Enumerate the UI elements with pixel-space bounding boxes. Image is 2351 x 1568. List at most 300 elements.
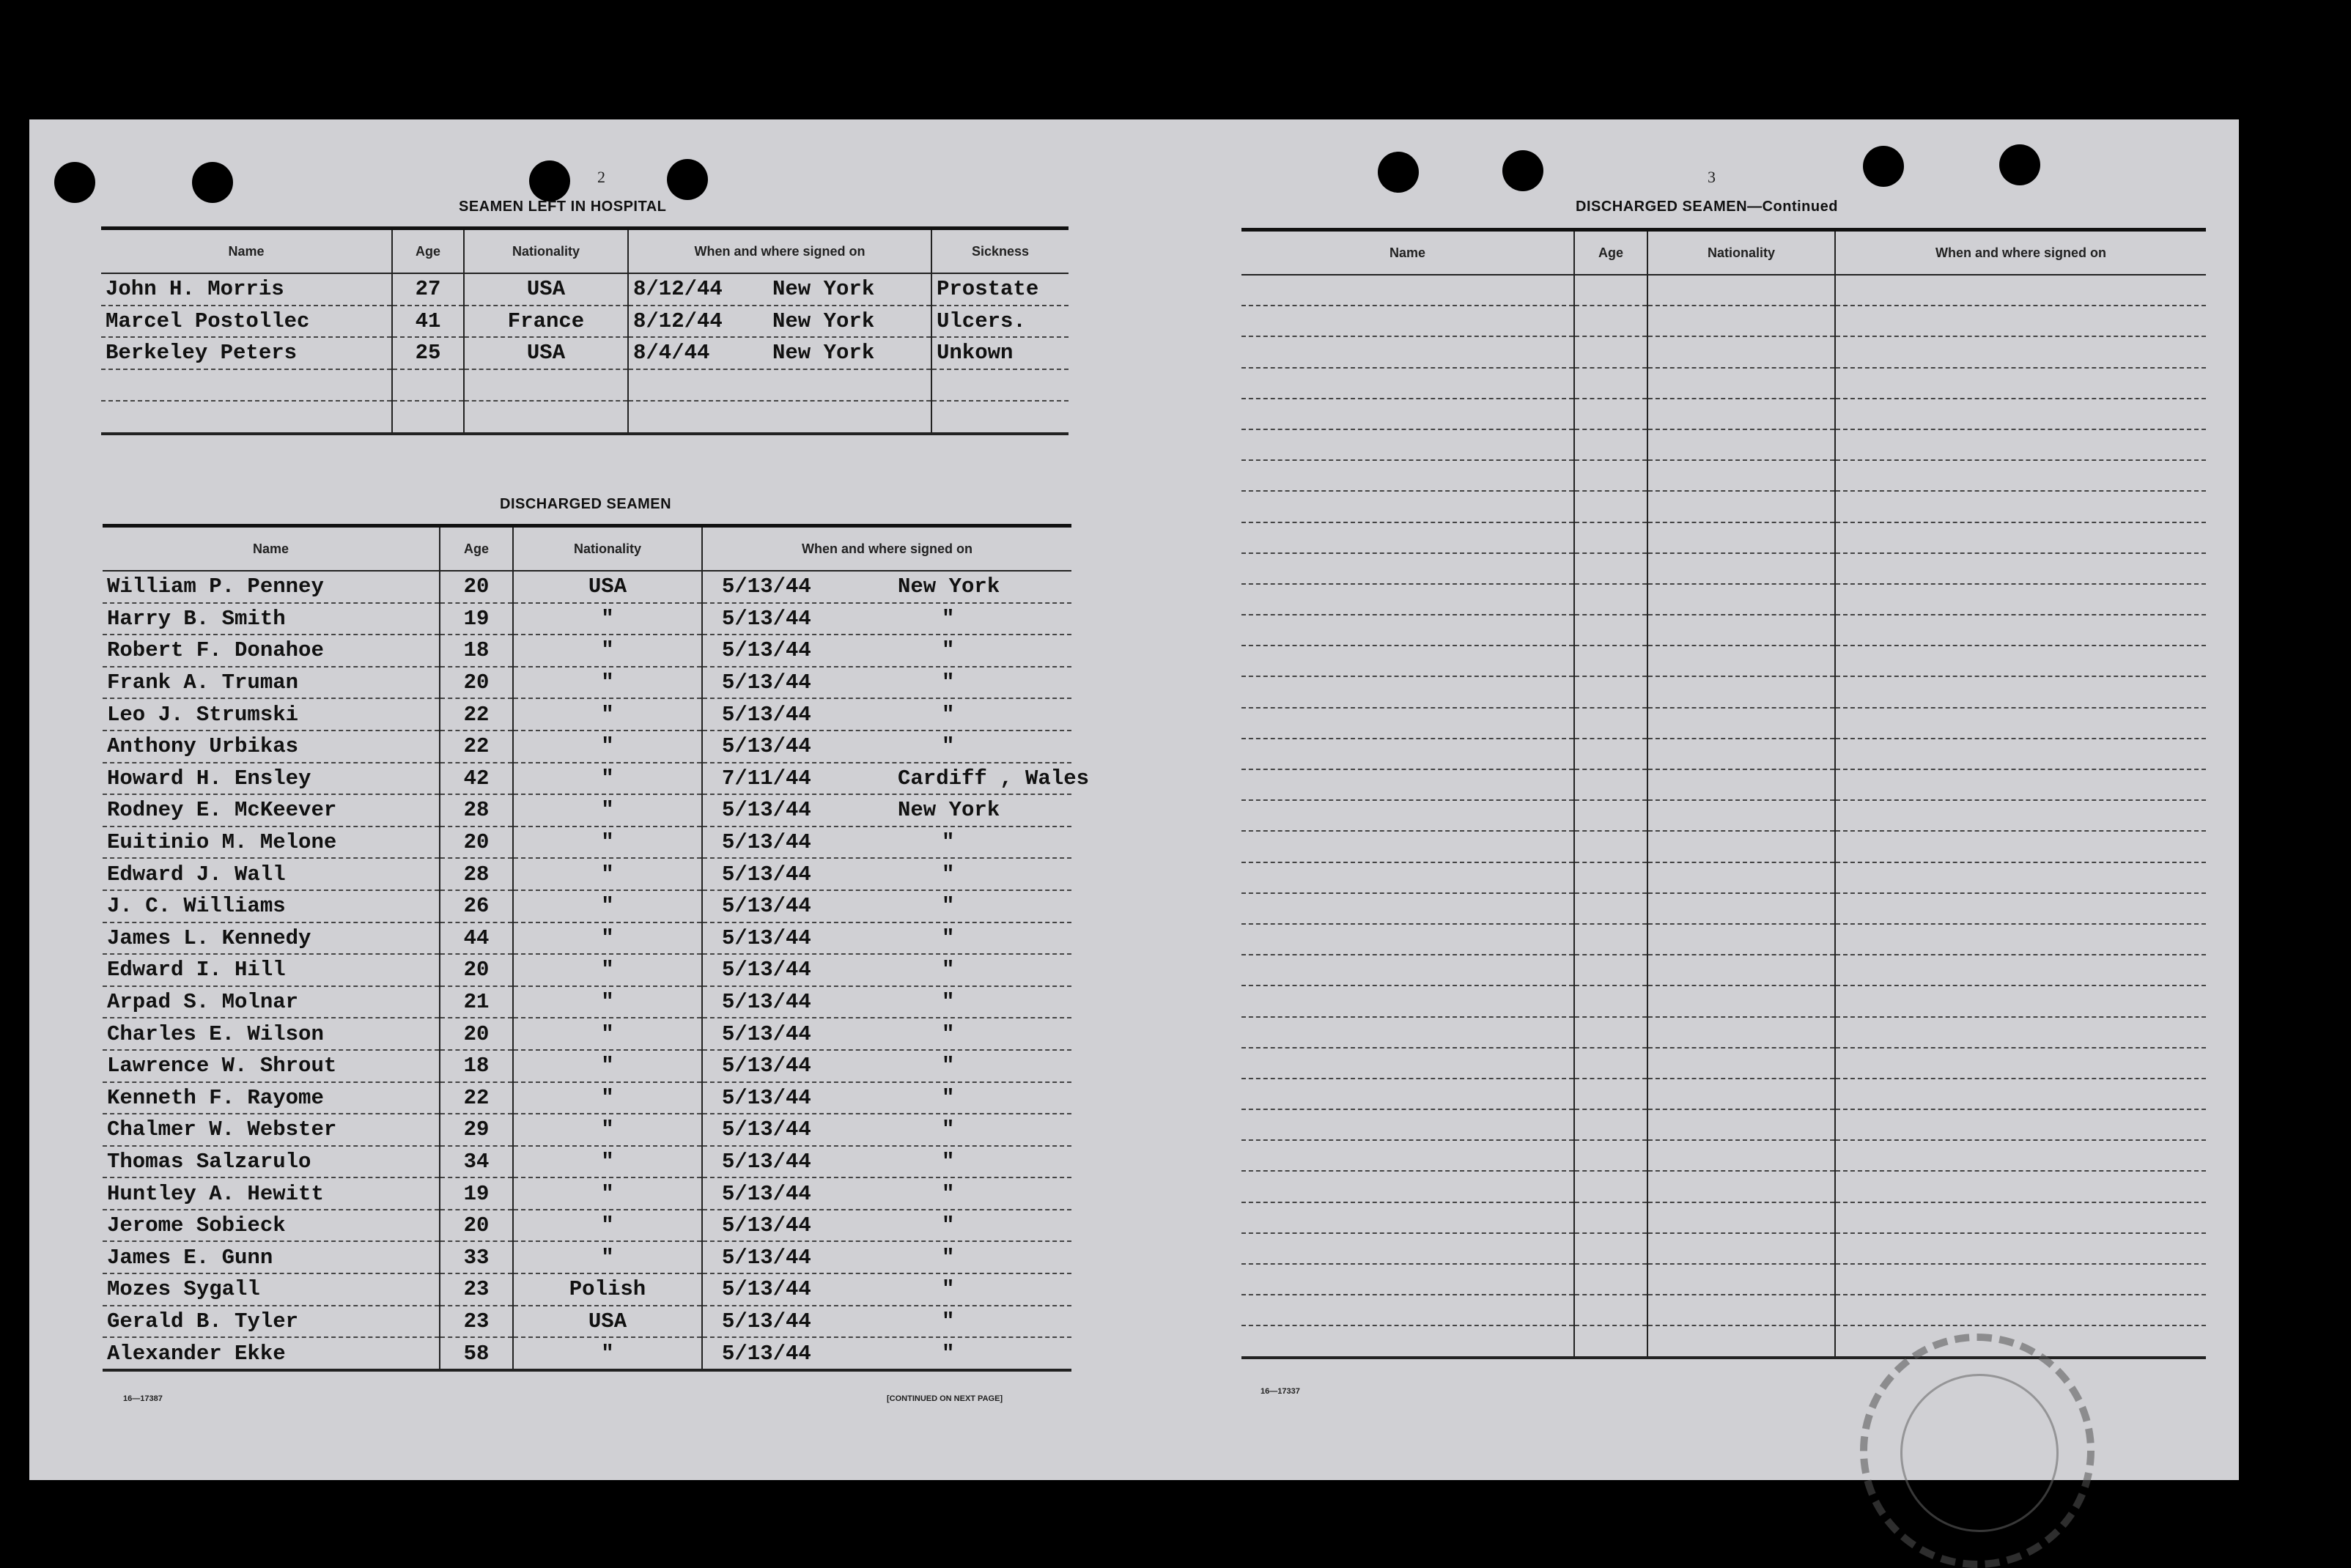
- empty-cell: [1835, 553, 2206, 584]
- nationality-cell: ": [513, 763, 702, 795]
- name-cell: Anthony Urbikas: [103, 731, 440, 763]
- empty-cell: [1835, 491, 2206, 522]
- empty-cell: [1241, 1233, 1574, 1264]
- empty-cell: [1835, 769, 2206, 800]
- name-cell: Frank A. Truman: [103, 667, 440, 699]
- empty-cell: [1574, 646, 1647, 676]
- signed-date: 7/11/44: [722, 766, 811, 791]
- empty-cell: [1574, 1140, 1647, 1171]
- age-cell: 22: [440, 731, 513, 763]
- signed-place: ": [942, 1149, 955, 1174]
- table-row: [103, 603, 1071, 635]
- nationality-cell: ": [513, 1337, 702, 1370]
- empty-cell: [1647, 1048, 1835, 1079]
- empty-cell: [1241, 862, 1574, 893]
- empty-row: [1241, 429, 2206, 460]
- continued-note: [CONTINUED ON NEXT PAGE]: [887, 1394, 1003, 1403]
- empty-cell: [1241, 306, 1574, 336]
- age-cell: 20: [440, 571, 513, 603]
- empty-cell: [1241, 584, 1574, 615]
- table-row: [103, 667, 1071, 699]
- empty-cell: [1647, 368, 1835, 399]
- empty-cell: [1835, 831, 2206, 862]
- table-row: [103, 826, 1071, 859]
- form-number: 16—17337: [1261, 1387, 1300, 1396]
- empty-row: [1241, 924, 2206, 955]
- empty-cell: [1241, 985, 1574, 1016]
- signed-on-cell: [702, 635, 1071, 667]
- empty-cell: [1574, 553, 1647, 584]
- empty-cell: [1574, 1109, 1647, 1140]
- empty-cell: [1574, 739, 1647, 769]
- empty-cell: [1574, 336, 1647, 367]
- empty-cell: [1241, 1325, 1574, 1357]
- empty-cell: [1835, 1264, 2206, 1295]
- age-cell: 22: [440, 698, 513, 731]
- column-header: Nationality: [513, 526, 702, 572]
- nationality-cell: ": [513, 603, 702, 635]
- signed-place: ": [942, 734, 955, 759]
- empty-cell: [1241, 615, 1574, 646]
- empty-cell: [1647, 676, 1835, 707]
- empty-cell: [1241, 769, 1574, 800]
- age-cell: 20: [440, 826, 513, 859]
- age-cell: 28: [440, 794, 513, 826]
- empty-row: [1241, 646, 2206, 676]
- empty-cell: [1835, 1140, 2206, 1171]
- nationality-cell: ": [513, 1018, 702, 1050]
- empty-cell: [1241, 924, 1574, 955]
- punch-hole: [1863, 146, 1904, 187]
- empty-cell: [1574, 955, 1647, 985]
- column-header: Sickness: [931, 229, 1069, 274]
- discharged-continued-table: [1241, 228, 2206, 1359]
- age-cell: 41: [392, 306, 464, 338]
- sickness-cell: [931, 401, 1069, 434]
- empty-cell: [1647, 275, 1835, 306]
- table-row: [103, 635, 1071, 667]
- empty-cell: [1835, 460, 2206, 491]
- form-number: 16—17387: [123, 1394, 163, 1403]
- empty-cell: [1835, 1017, 2206, 1048]
- empty-row: [1241, 1079, 2206, 1109]
- empty-cell: [1574, 584, 1647, 615]
- empty-cell: [1835, 955, 2206, 985]
- signed-on-cell: [702, 1177, 1071, 1210]
- empty-cell: [1647, 1295, 1835, 1325]
- nationality-cell: ": [513, 858, 702, 890]
- empty-row: [1241, 1295, 2206, 1325]
- signed-on-cell: [702, 954, 1071, 986]
- table-row: [103, 986, 1071, 1018]
- signed-place: ": [942, 1117, 955, 1142]
- signed-date: 5/13/44: [722, 990, 811, 1015]
- nationality-cell: USA: [464, 337, 628, 369]
- empty-cell: [1241, 275, 1574, 306]
- age-cell: 25: [392, 337, 464, 369]
- nationality-cell: ": [513, 1241, 702, 1273]
- empty-cell: [1241, 676, 1574, 707]
- empty-cell: [1241, 708, 1574, 739]
- empty-cell: [1647, 615, 1835, 646]
- signed-on-cell: [702, 731, 1071, 763]
- empty-cell: [1574, 1233, 1647, 1264]
- empty-row: [1241, 584, 2206, 615]
- signed-place: ": [942, 1309, 955, 1334]
- age-cell: 20: [440, 667, 513, 699]
- name-cell: Howard H. Ensley: [103, 763, 440, 795]
- signed-date: 8/12/44: [633, 308, 723, 333]
- empty-row: [1241, 1017, 2206, 1048]
- empty-cell: [1574, 1079, 1647, 1109]
- empty-cell: [1574, 769, 1647, 800]
- empty-cell: [1647, 460, 1835, 491]
- empty-cell: [1241, 831, 1574, 862]
- signed-place: New York: [772, 341, 875, 366]
- age-cell: 19: [440, 603, 513, 635]
- empty-row: [1241, 1233, 2206, 1264]
- empty-row: [1241, 1202, 2206, 1233]
- signed-place: ": [942, 1213, 955, 1238]
- nationality-cell: ": [513, 1210, 702, 1242]
- empty-row: [1241, 985, 2206, 1016]
- table-row: [101, 337, 1069, 369]
- signed-place: ": [942, 862, 955, 887]
- empty-cell: [1835, 862, 2206, 893]
- empty-cell: [1647, 1202, 1835, 1233]
- age-cell: 18: [440, 1050, 513, 1082]
- empty-cell: [1241, 1171, 1574, 1202]
- empty-row: [1241, 708, 2206, 739]
- empty-cell: [1241, 1140, 1574, 1171]
- table-row: [103, 1210, 1071, 1242]
- empty-cell: [1835, 800, 2206, 831]
- empty-cell: [1835, 615, 2206, 646]
- signed-on-cell: [702, 986, 1071, 1018]
- signed-date: 8/4/44: [633, 341, 710, 366]
- name-cell: Marcel Postollec: [101, 306, 392, 338]
- name-cell: Rodney E. McKeever: [103, 794, 440, 826]
- nationality-cell: ": [513, 698, 702, 731]
- empty-cell: [1647, 924, 1835, 955]
- empty-cell: [1241, 893, 1574, 924]
- punch-hole: [54, 162, 95, 203]
- empty-row: [1241, 336, 2206, 367]
- age-cell: 22: [440, 1082, 513, 1114]
- empty-cell: [1647, 985, 1835, 1016]
- empty-cell: [1647, 399, 1835, 429]
- nationality-cell: ": [513, 731, 702, 763]
- signed-on-cell: [702, 1306, 1071, 1338]
- signed-date: 5/13/44: [722, 862, 811, 887]
- hospital-table: [101, 226, 1069, 435]
- nationality-cell: USA: [513, 1306, 702, 1338]
- age-cell: 28: [440, 858, 513, 890]
- empty-row: [1241, 460, 2206, 491]
- punch-hole: [1999, 144, 2040, 185]
- empty-row: [1241, 553, 2206, 584]
- empty-cell: [1647, 1264, 1835, 1295]
- empty-cell: [1241, 336, 1574, 367]
- signed-place: ": [942, 925, 955, 950]
- empty-row: [1241, 399, 2206, 429]
- nationality-cell: [464, 369, 628, 402]
- empty-cell: [1647, 862, 1835, 893]
- age-cell: 19: [440, 1177, 513, 1210]
- empty-cell: [1647, 306, 1835, 336]
- empty-cell: [1241, 460, 1574, 491]
- signed-place: New York: [772, 308, 875, 333]
- empty-cell: [1241, 522, 1574, 553]
- empty-cell: [1647, 769, 1835, 800]
- table-row: [103, 890, 1071, 922]
- age-cell: 21: [440, 986, 513, 1018]
- empty-row: [1241, 1325, 2206, 1357]
- table-row: [103, 731, 1071, 763]
- age-cell: [392, 369, 464, 402]
- empty-cell: [1241, 739, 1574, 769]
- empty-cell: [1835, 1202, 2206, 1233]
- signed-on-cell: [702, 1114, 1071, 1146]
- signed-on-cell: [702, 763, 1090, 795]
- empty-row: [1241, 676, 2206, 707]
- empty-cell: [1241, 553, 1574, 584]
- empty-cell: [1647, 1233, 1835, 1264]
- empty-cell: [1835, 924, 2206, 955]
- empty-cell: [1835, 1079, 2206, 1109]
- nationality-cell: ": [513, 1082, 702, 1114]
- signed-date: 5/13/44: [722, 1117, 811, 1142]
- empty-cell: [1835, 893, 2206, 924]
- empty-cell: [1574, 1325, 1647, 1357]
- table-row: [103, 1114, 1071, 1146]
- signed-place: New York: [772, 277, 875, 302]
- column-header: When and where signed on: [628, 229, 931, 274]
- empty-cell: [1574, 1202, 1647, 1233]
- empty-cell: [1241, 368, 1574, 399]
- table-row: [103, 954, 1071, 986]
- signed-date: 5/13/44: [722, 1181, 811, 1206]
- empty-cell: [1574, 924, 1647, 955]
- sickness-cell: Ulcers.: [931, 306, 1069, 338]
- empty-cell: [1647, 1140, 1835, 1171]
- empty-cell: [1574, 368, 1647, 399]
- signed-date: 8/12/44: [633, 277, 723, 302]
- signed-on-cell: [702, 858, 1071, 890]
- empty-row: [1241, 1264, 2206, 1295]
- nationality-cell: ": [513, 826, 702, 859]
- table-row: [101, 401, 1069, 434]
- table-row: [103, 1050, 1071, 1082]
- signed-date: 5/13/44: [722, 925, 811, 950]
- empty-cell: [1647, 1017, 1835, 1048]
- nationality-cell: ": [513, 635, 702, 667]
- signed-place: New York: [898, 798, 1000, 823]
- name-cell: James L. Kennedy: [103, 922, 440, 955]
- signed-on-cell: [702, 1018, 1071, 1050]
- signed-on-cell: [702, 1241, 1071, 1273]
- signed-place: ": [942, 670, 955, 695]
- signed-on-cell: [628, 273, 931, 306]
- empty-cell: [1647, 955, 1835, 985]
- name-cell: J. C. Williams: [103, 890, 440, 922]
- empty-cell: [1647, 491, 1835, 522]
- table-row: [101, 306, 1069, 338]
- empty-row: [1241, 615, 2206, 646]
- empty-cell: [1647, 553, 1835, 584]
- table-row: [103, 1082, 1071, 1114]
- punch-hole: [1378, 152, 1419, 193]
- signed-on-cell: [702, 603, 1071, 635]
- empty-row: [1241, 893, 2206, 924]
- empty-cell: [1241, 955, 1574, 985]
- nationality-cell: ": [513, 1177, 702, 1210]
- empty-cell: [1574, 1295, 1647, 1325]
- empty-row: [1241, 1140, 2206, 1171]
- column-header: Age: [440, 526, 513, 572]
- signed-place: ": [942, 606, 955, 631]
- nationality-cell: ": [513, 1050, 702, 1082]
- nationality-cell: ": [513, 794, 702, 826]
- nationality-cell: ": [513, 954, 702, 986]
- column-header: Name: [101, 229, 392, 274]
- received-stamp: [1860, 1334, 2095, 1568]
- discharged-continued-title: DISCHARGED SEAMEN—Continued: [1576, 199, 1838, 215]
- empty-cell: [1835, 1171, 2206, 1202]
- empty-cell: [1241, 1048, 1574, 1079]
- nationality-cell: ": [513, 1146, 702, 1178]
- name-cell: [101, 369, 392, 402]
- signed-on-cell: [702, 1082, 1071, 1114]
- empty-cell: [1574, 429, 1647, 460]
- empty-row: [1241, 769, 2206, 800]
- signed-date: 5/13/44: [722, 830, 811, 855]
- document-sheet: [29, 119, 2239, 1480]
- empty-cell: [1835, 399, 2206, 429]
- signed-place: ": [942, 1054, 955, 1079]
- punch-hole: [667, 159, 708, 200]
- name-cell: Charles E. Wilson: [103, 1018, 440, 1050]
- nationality-cell: USA: [464, 273, 628, 306]
- empty-cell: [1647, 522, 1835, 553]
- age-cell: 20: [440, 1210, 513, 1242]
- empty-cell: [1647, 646, 1835, 676]
- signed-place: ": [942, 1245, 955, 1270]
- nationality-cell: France: [464, 306, 628, 338]
- name-cell: Gerald B. Tyler: [103, 1306, 440, 1338]
- name-cell: Lawrence W. Shrout: [103, 1050, 440, 1082]
- column-header: Age: [1574, 230, 1647, 275]
- signed-date: 5/13/44: [722, 702, 811, 727]
- empty-row: [1241, 1171, 2206, 1202]
- table-row: [103, 922, 1071, 955]
- column-header: Nationality: [1647, 230, 1835, 275]
- table-row: [103, 698, 1071, 731]
- name-cell: William P. Penney: [103, 571, 440, 603]
- name-cell: Edward J. Wall: [103, 858, 440, 890]
- empty-cell: [1241, 1109, 1574, 1140]
- name-cell: Euitinio M. Melone: [103, 826, 440, 859]
- nationality-cell: ": [513, 890, 702, 922]
- signed-date: 5/13/44: [722, 1021, 811, 1046]
- age-cell: 29: [440, 1114, 513, 1146]
- table-row: [103, 1273, 1071, 1306]
- empty-cell: [1574, 985, 1647, 1016]
- signed-date: 5/13/44: [722, 574, 811, 599]
- name-cell: Thomas Salzarulo: [103, 1146, 440, 1178]
- name-cell: Chalmer W. Webster: [103, 1114, 440, 1146]
- empty-cell: [1241, 1017, 1574, 1048]
- empty-row: [1241, 1048, 2206, 1079]
- empty-row: [1241, 955, 2206, 985]
- signed-on-cell: [702, 1337, 1071, 1370]
- empty-cell: [1647, 1325, 1835, 1357]
- signed-date: 5/13/44: [722, 1213, 811, 1238]
- name-cell: Harry B. Smith: [103, 603, 440, 635]
- signed-place: ": [942, 1021, 955, 1046]
- age-cell: 20: [440, 954, 513, 986]
- empty-cell: [1647, 800, 1835, 831]
- empty-row: [1241, 275, 2206, 306]
- table-row: [103, 1306, 1071, 1338]
- signed-date: 5/13/44: [722, 1341, 811, 1366]
- empty-cell: [1835, 522, 2206, 553]
- nationality-cell: ": [513, 1114, 702, 1146]
- empty-row: [1241, 491, 2206, 522]
- empty-cell: [1574, 1264, 1647, 1295]
- signed-date: 5/13/44: [722, 638, 811, 663]
- signed-date: 5/13/44: [722, 1309, 811, 1334]
- age-cell: 42: [440, 763, 513, 795]
- empty-cell: [1574, 460, 1647, 491]
- signed-on-cell: [702, 571, 1071, 603]
- signed-on-cell: [702, 890, 1071, 922]
- signed-place: ": [942, 894, 955, 919]
- empty-cell: [1835, 429, 2206, 460]
- signed-on-cell: [702, 922, 1071, 955]
- empty-row: [1241, 800, 2206, 831]
- table-row: [103, 1337, 1071, 1370]
- discharged-section-title: DISCHARGED SEAMEN: [500, 496, 672, 512]
- empty-cell: [1241, 800, 1574, 831]
- signed-date: 5/13/44: [722, 1054, 811, 1079]
- empty-cell: [1574, 491, 1647, 522]
- signed-date: 5/13/44: [722, 894, 811, 919]
- signed-on-cell: [628, 306, 931, 338]
- signed-on-cell: [702, 794, 1071, 826]
- table-row: [103, 763, 1071, 795]
- signed-date: 5/13/44: [722, 798, 811, 823]
- empty-cell: [1574, 800, 1647, 831]
- signed-place: ": [942, 958, 955, 983]
- age-cell: 27: [392, 273, 464, 306]
- age-cell: 23: [440, 1306, 513, 1338]
- name-cell: Leo J. Strumski: [103, 698, 440, 731]
- sickness-cell: Prostate: [931, 273, 1069, 306]
- empty-cell: [1574, 1171, 1647, 1202]
- age-cell: [392, 401, 464, 434]
- empty-cell: [1241, 491, 1574, 522]
- empty-row: [1241, 306, 2206, 336]
- sickness-cell: [931, 369, 1069, 402]
- sickness-cell: Unkown: [931, 337, 1069, 369]
- empty-cell: [1241, 399, 1574, 429]
- signed-date: 5/13/44: [722, 734, 811, 759]
- empty-row: [1241, 831, 2206, 862]
- empty-cell: [1574, 522, 1647, 553]
- empty-cell: [1835, 1048, 2206, 1079]
- empty-cell: [1647, 1109, 1835, 1140]
